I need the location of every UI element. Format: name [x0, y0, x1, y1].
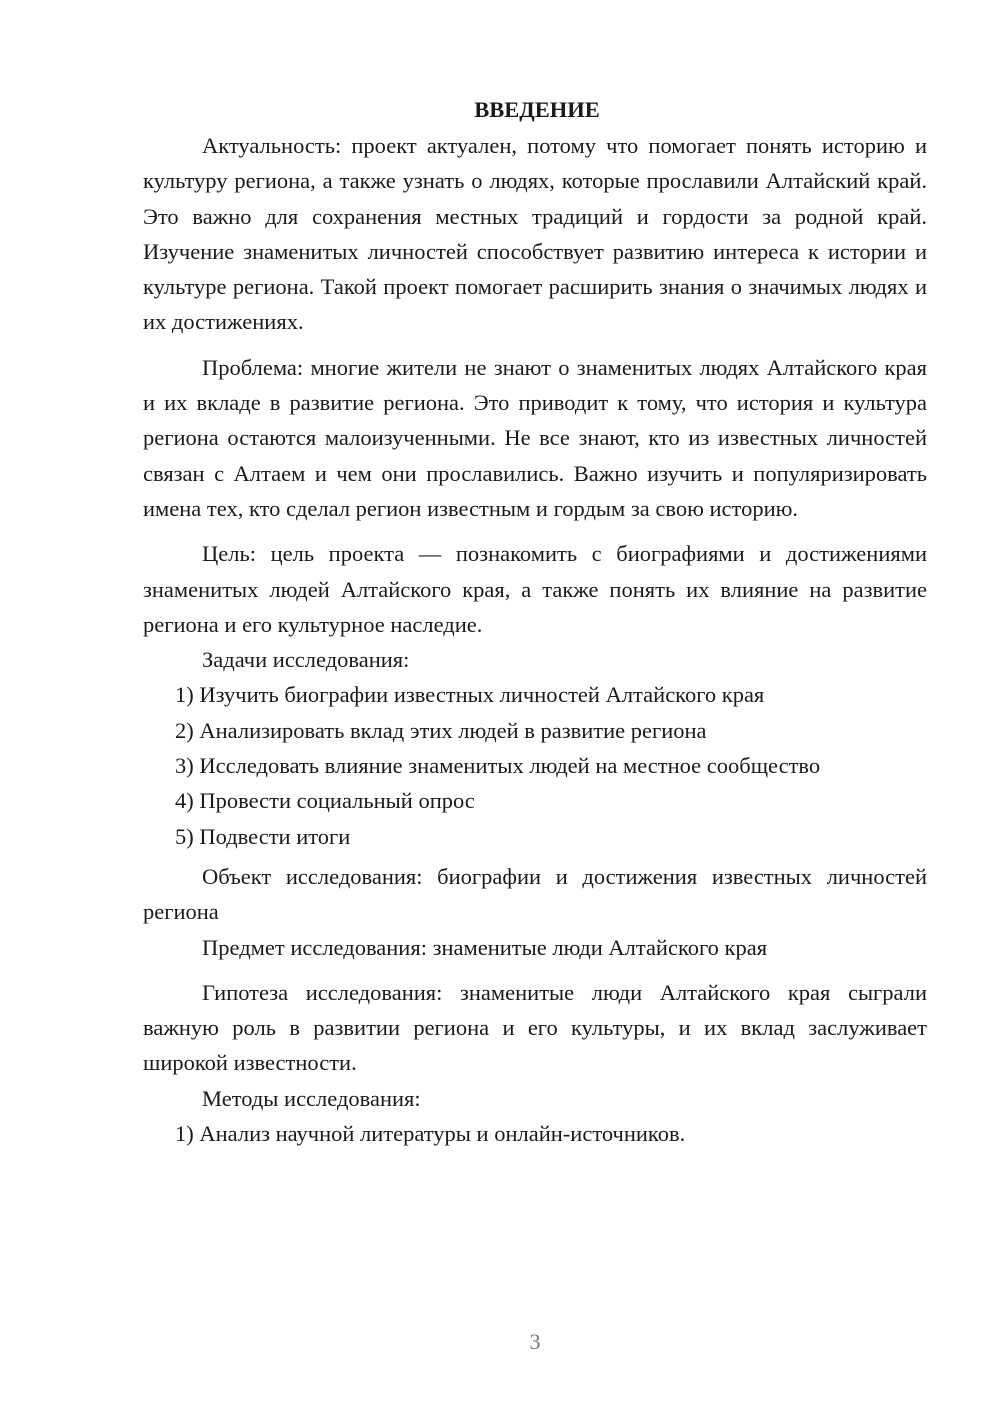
object-paragraph: Объект исследования: биографии и достижения известных личностей региона [143, 863, 927, 925]
hypothesis-paragraph: Гипотеза исследования: знаменитые люди Алтайского края сыграли важную роль в развитии региона и его культуры, и их вклад заслуживает широкой известности. [143, 979, 927, 1076]
section-title: ВВЕДЕНИЕ [474, 97, 600, 122]
goal-paragraph: Цель: цель проекта — познакомить с биографиями и достижениями знаменитых людей Алтайского края, а также понять их влияние на развитие региона и его культурное наследие. [143, 541, 927, 637]
methods-list [143, 1116, 927, 1151]
task-item: 3) Исследовать влияние знаменитых людей на местное сообщество [175, 753, 821, 779]
task-item: 4) Провести социальный опрос [175, 788, 475, 814]
methods-heading: Методы исследования: [202, 1085, 421, 1111]
document-page [143, 92, 927, 1151]
task-item: 1) Изучить биографии известных личностей Алтайского края [175, 682, 765, 708]
task-item: 5) Подвести итоги [175, 823, 351, 849]
task-item: 2) Анализировать вклад этих людей в развитие региона [175, 717, 707, 743]
method-item: 1) Анализ научной литературы и онлайн-источников. [175, 1121, 686, 1147]
page-number: 3 [529, 1329, 541, 1354]
relevance-paragraph: Актуальность: проект актуален, потому что помогает понять историю и культуру региона, а также узнать о людях, которые прославили Алтайский край. Это важно для сохранения местных традиций и гордости за родной край. Изучение знаменитых личностей способствует развитию интереса к истории и культуре региона. Такой проект помогает расширить знания о значимых людях и их достижениях. [143, 133, 927, 335]
tasks-heading: Задачи исследования: [202, 647, 410, 673]
subject-paragraph: Предмет исследования: знаменитые люди Алтайского края [202, 934, 768, 960]
problem-paragraph: Проблема: многие жители не знают о знаменитых людях Алтайского края и их вкладе в развитие региона. Это приводит к тому, что история и культура региона остаются малоизученными. Не все знают, кто из известных личностей связан с Алтаем и чем они прославились. Важно изучить и популяризировать имена тех, кто сделал регион известным и гордым за свою историю. [143, 354, 927, 521]
tasks-list [143, 677, 927, 853]
